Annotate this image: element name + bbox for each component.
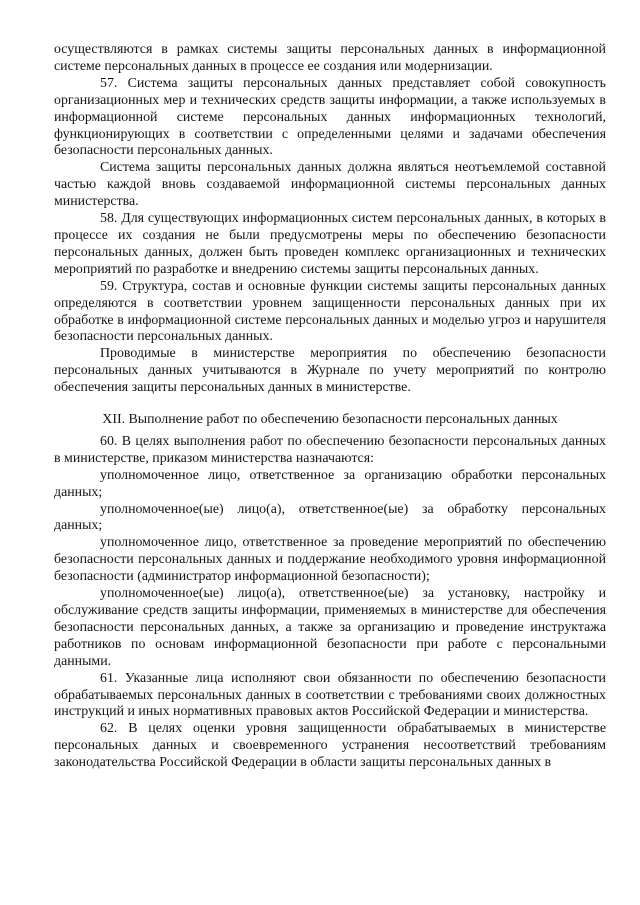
paragraph-58: 58. Для существующих информационных систем персональных данных, в которых в процессе их создания не были предусмотрены меры по обеспечению безопасности персональных данных, должен быть проведен комплекс организационных и технических мероприятий по разработке и внедрению системы защиты персональных данных. xyxy=(54,211,606,277)
paragraph-60: 60. В целях выполнения работ по обеспечению безопасности персональных данных в министерстве, приказом министерства назначаются: xyxy=(54,433,606,466)
list-item-processing-officers: уполномоченное(ые) лицо(а), ответственное(ые) за обработку персональных данных; xyxy=(54,501,606,534)
list-item-security-administrator: уполномоченное лицо, ответственное за проведение мероприятий по обеспечению безопасности персональных данных и поддержание необходимого уровня информационной безопасности (администратор информационной безопасности); xyxy=(54,535,606,585)
paragraph-61: 61. Указанные лица исполняют свои обязанности по обеспечению безопасности обрабатываемых персональных данных в соответствии с требованиями своих должностных инструкций и иных нормативных правовых актов Российской Федерации и министерства. xyxy=(54,670,606,720)
list-item-organization-officer: уполномоченное лицо, ответственное за организацию обработки персональных данных; xyxy=(54,467,606,500)
paragraph-57: 57. Система защиты персональных данных представляет собой совокупность организационных мер и технических средств защиты информации, а также используемых в информационной системе персональных данных информационных технологий, функционирующих в соответствии с определенными целями и задачами обеспечения безопасности персональных данных. xyxy=(54,75,606,159)
paragraph-continuation: осуществляются в рамках системы защиты персональных данных в информационной системе персональных данных в процессе ее создания или модернизации. xyxy=(54,42,606,74)
section-heading: XII. Выполнение работ по обеспечению безопасности персональных данных xyxy=(102,412,558,428)
paragraph-62: 62. В целях оценки уровня защищенности обрабатываемых в министерстве персональных данных и своевременного устранения несоответствий требованиям законодательства Российской Федерации в области защиты персональных данных в xyxy=(54,721,606,771)
list-item-security-tools-officers: уполномоченное(ые) лицо(а), ответственное(ые) за установку, настройку и обслуживание средств защиты информации, применяемых в министерстве для обеспечения безопасности персональных данных, а также за организацию и проведение инструктажа работников по основам информационной безопасности при работе с персональными данными. xyxy=(54,586,606,669)
paragraph-59-measures: Проводимые в министерстве мероприятия по обеспечению безопасности персональных данных учитываются в Журнале по учету мероприятий по контролю обеспечения защиты персональных данных в министерстве. xyxy=(54,346,606,396)
paragraph-59: 59. Структура, состав и основные функции системы защиты персональных данных определяются в соответствии уровнем защищенности персональных данных при их обработке в информационной системе персональных данных и моделью угроз и нарушителя безопасности персональных данных. xyxy=(54,278,606,345)
paragraph-57-system-part: Система защиты персональных данных должна являться неотъемлемой составной частью каждой вновь создаваемой информационной системы персональных данных министерства. xyxy=(54,160,606,210)
